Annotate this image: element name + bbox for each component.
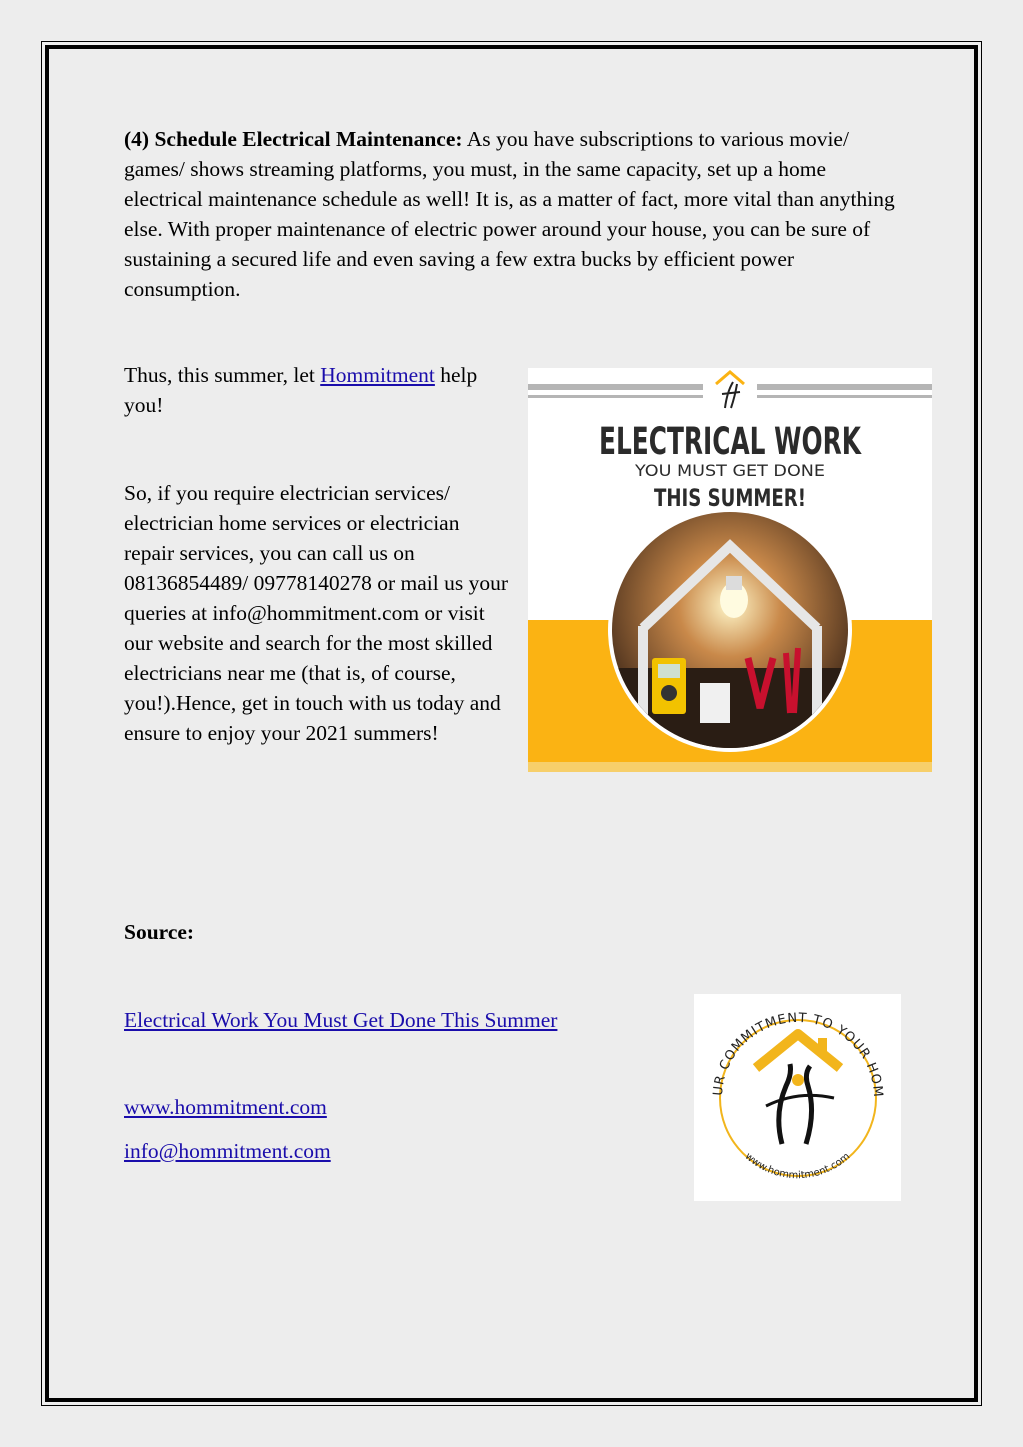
hommitment-logo <box>694 994 901 1201</box>
hommitment-logo-graphic <box>694 994 901 1201</box>
source-label: Source: <box>124 920 195 944</box>
email-link[interactable]: info@hommitment.com <box>124 1139 331 1163</box>
poster-graphic <box>528 368 932 772</box>
contact-paragraph: So, if you require electrician services/ electrician home services or electrician repair services, you can call us on 08136854489/ 09778140278 or mail us your queries at info@hommitment.com or visit our website and search for the most skilled electricians near me (that is, of course, you!).Hence, get in touch with us today and ensure to enjoy your 2021 summers! <box>124 481 508 745</box>
maintenance-body: As you have subscriptions to various movie/ games/ shows streaming platforms, you must, in the same capacity, set up a home electrical maintenance schedule as well! It is, as a matter of fact, more vital than anything else. With proper maintenance of electric power around your house, you can be sure of sustaining a secured life and even saving a few extra bucks by efficient power consumption. <box>124 127 895 301</box>
maintenance-heading: (4) Schedule Electrical Maintenance: <box>124 127 463 151</box>
maintenance-paragraph <box>124 124 904 304</box>
cta-paragraph <box>124 360 514 420</box>
cta-suffix: help you! <box>124 363 478 417</box>
poster-title: ELECTRICAL WORK <box>599 420 862 463</box>
website-link[interactable]: www.hommitment.com <box>124 1095 327 1119</box>
hommitment-link[interactable]: Hommitment <box>320 363 435 387</box>
poster-subtitle: YOU MUST GET DONE <box>633 461 825 480</box>
cta-prefix: Thus, this summer, let <box>124 363 321 387</box>
logo-ring-text: UR COMMITMENT TO YOUR HOM <box>710 1010 886 1099</box>
logo-url-text: www.hommitment.com <box>742 1150 853 1182</box>
article-link[interactable]: Electrical Work You Must Get Done This Summer <box>124 1008 558 1032</box>
poster-tagline: THIS SUMMER! <box>654 484 806 512</box>
electrical-work-poster <box>528 368 932 772</box>
